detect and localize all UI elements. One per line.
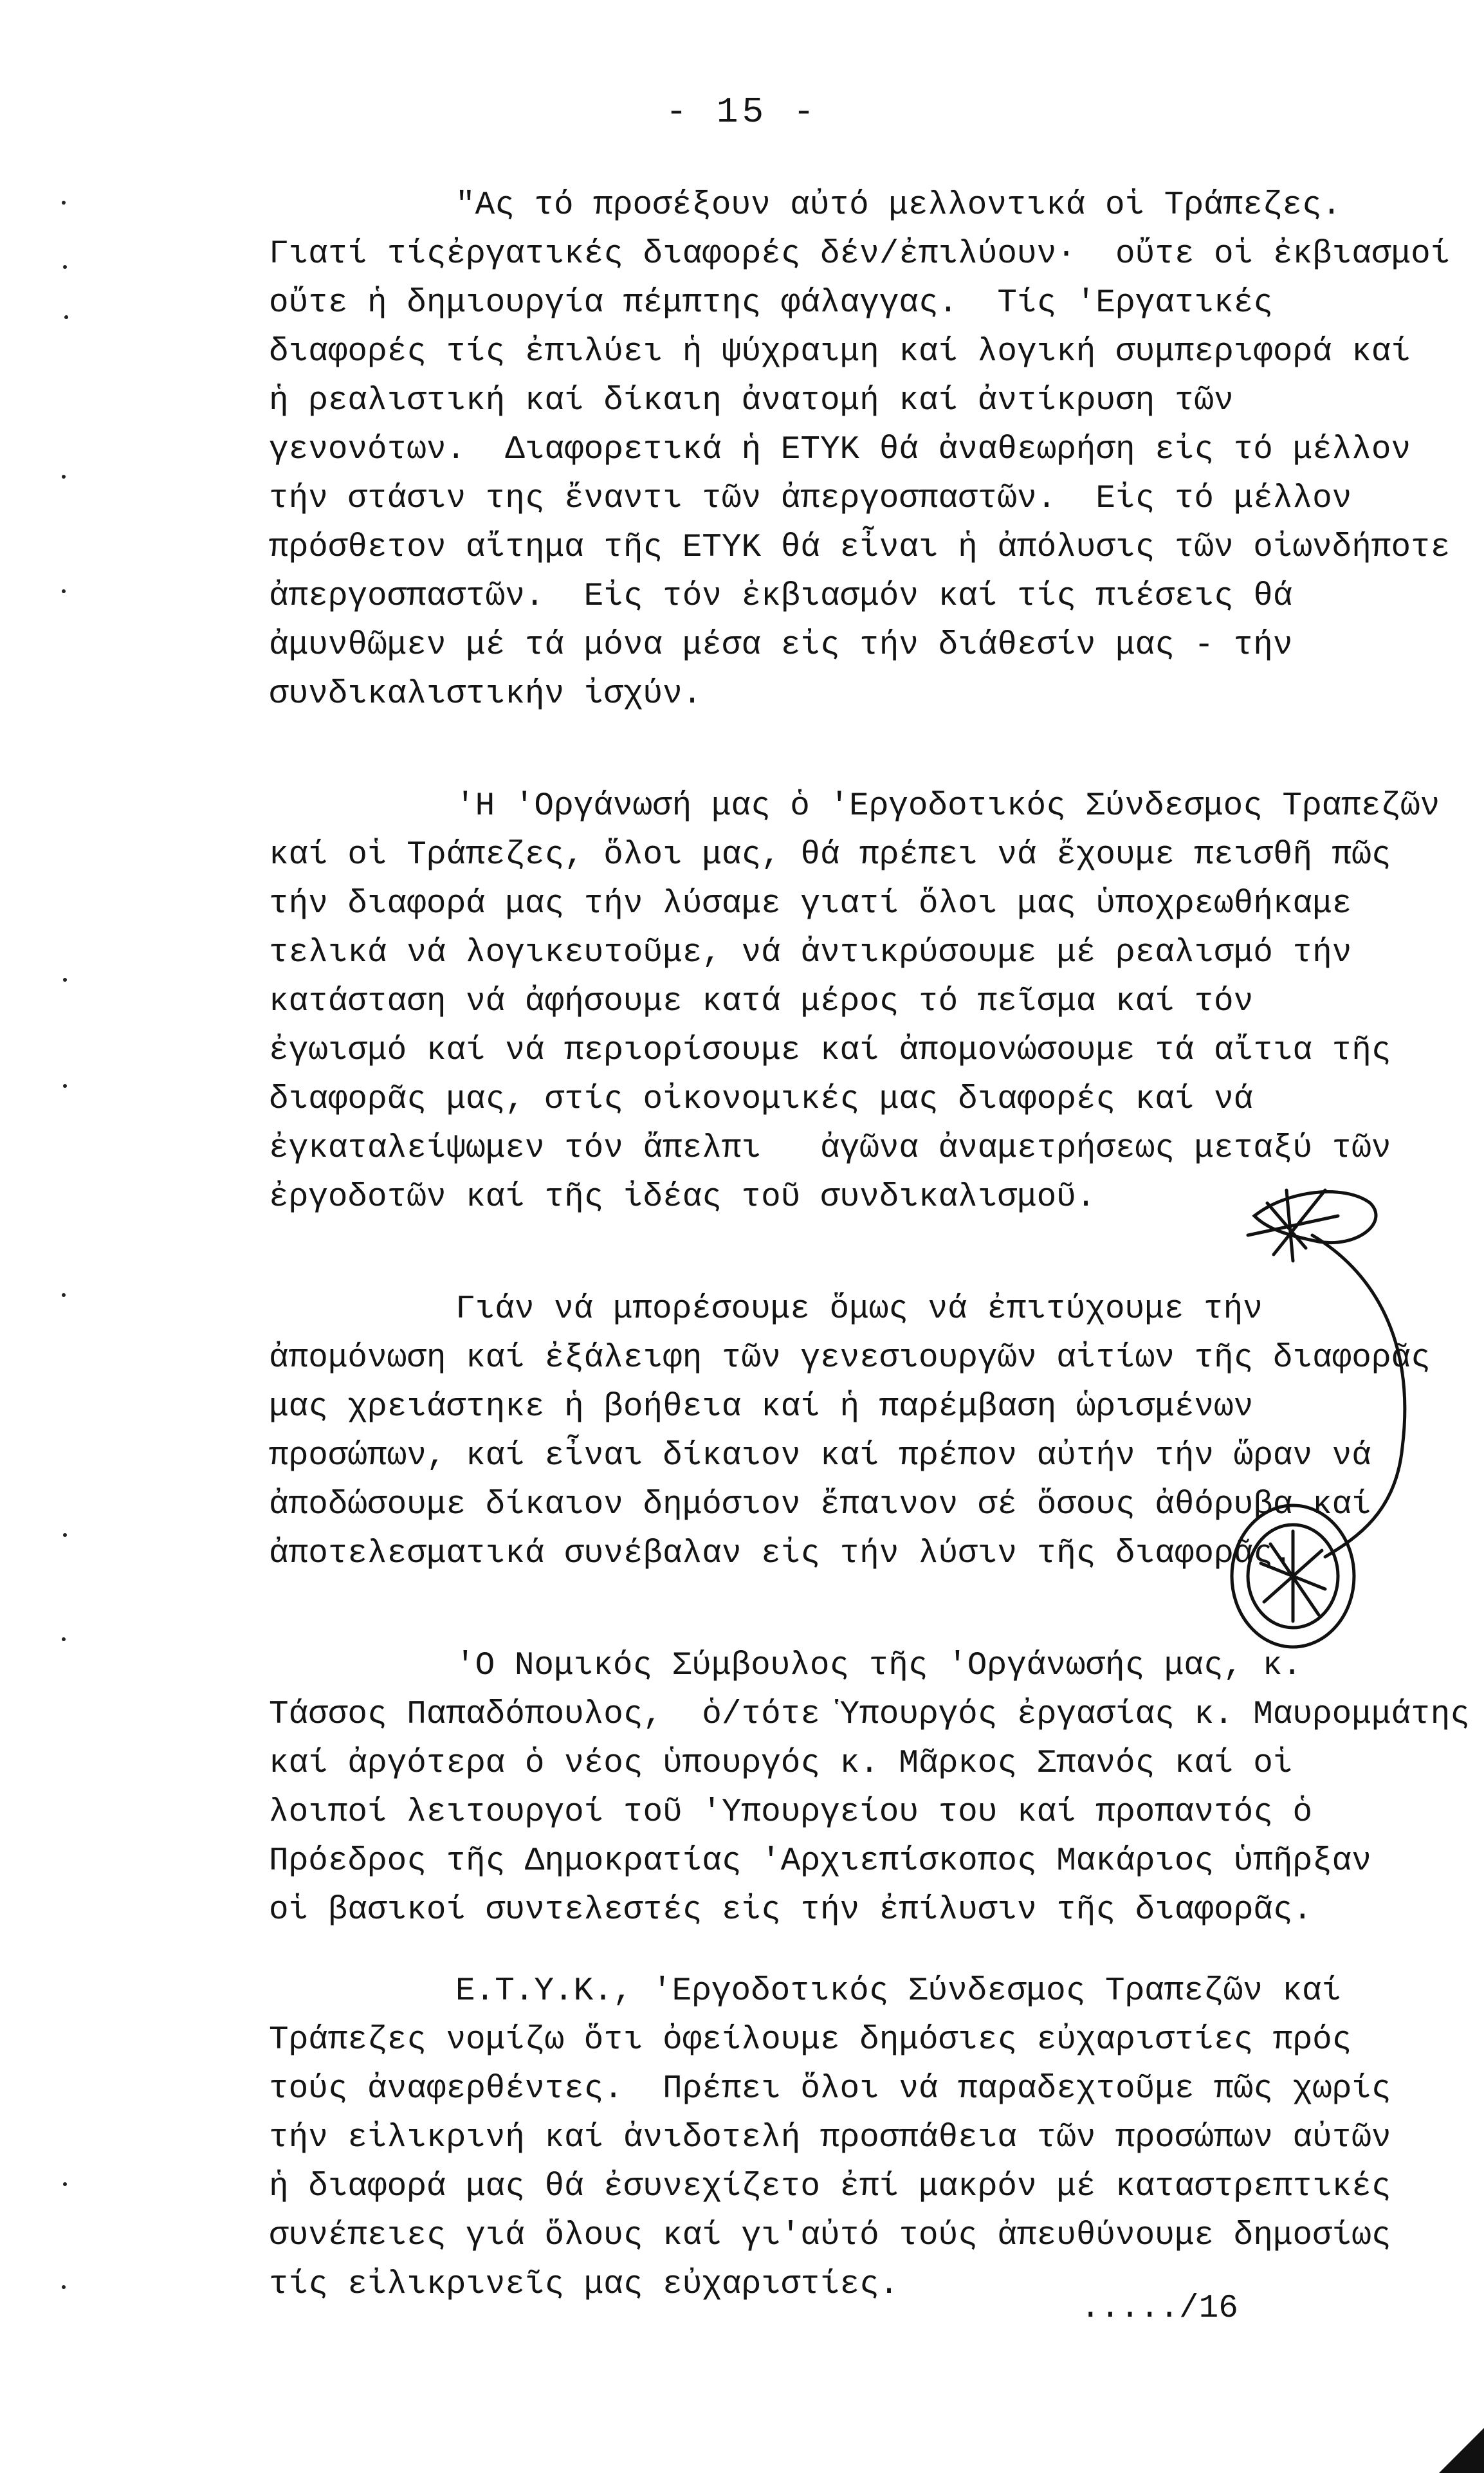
text-line: κατάσταση νά ἀφήσουμε κατά μέρος τό πεῖσμα καί τόν [269,984,1254,1020]
text-line: ἐγωισμό καί νά περιορίσουμε καί ἀπομονώσουμε τά αἴτια τῆς [269,1033,1391,1069]
margin-speck [62,1293,66,1297]
paragraph-1 [269,181,1465,719]
paragraph-2 [269,782,1465,1222]
text-line: τήν διαφορά μας τήν λύσαμε γιατί ὅλοι μας ὑποχρεωθήκαμε [269,886,1352,923]
page-number: - 15 - [665,91,819,133]
margin-speck [62,589,66,593]
text-line: προσώπων, καί εἶναι δίκαιον καί πρέπον αὐτήν τήν ὥραν νά [269,1438,1371,1475]
text-line: ἀμυνθῶμεν μέ τά μόνα μέσα εἰς τήν διάθεσίν μας - τήν [269,627,1293,664]
text-line: ἡ διαφορά μας θά ἐσυνεχίζετο ἐπί μακρόν μέ καταστρεπτικές [269,2169,1391,2205]
text-line: συνέπειες γιά ὅλους καί γι'αὐτό τούς ἀπευθύνουμε δημοσίως [269,2218,1391,2254]
text-line: τίς εἰλικρινεῖς μας εὐχαριστίες. [269,2266,899,2303]
text-line: καί ἀργότερα ὁ νέος ὑπουργός κ. Μᾶρκος Σπανός καί οἱ [269,1745,1293,1782]
margin-speck [63,1084,67,1088]
text-line: οἱ βασικοί συντελεστές εἰς τήν ἐπίλυσιν τῆς διαφορᾶς. [269,1892,1313,1929]
ink-stamp-icon [1209,1177,1479,1666]
margin-speck [62,475,66,479]
text-line: τήν στάσιν της ἔναντι τῶν ἀπεργοσπαστῶν. Εἰς τό μέλλον [269,481,1352,517]
text-line: μας χρειάστηκε ἡ βοήθεια καί ἡ παρέμβαση ὡρισμένων [269,1389,1254,1426]
text-line: πρόσθετον αἴτημα τῆς ΕΤΥΚ θά εἶναι ἡ ἀπόλυσις τῶν οἰωνδήποτε [269,529,1451,566]
margin-speck [62,1637,66,1641]
text-line: τελικά νά λογικευτοῦμε, νά ἀντικρύσουμε μέ ρεαλισμό τήν [269,935,1352,971]
text-line: ἀποδώσουμε δίκαιον δημόσιον ἔπαινον σέ ὅσους ἀθόρυβα καί [269,1487,1371,1523]
text-line: τούς ἀναφερθέντες. Πρέπει ὅλοι νά παραδεχτοῦμε πῶς χωρίς [269,2071,1391,2108]
text-line: τήν εἰλικρινή καί ἀνιδοτελή προσπάθεια τῶν προσώπων αὐτῶν [269,2120,1391,2156]
text-line: Γιάν νά μπορέσουμε ὅμως νά ἐπιτύχουμε τήν [455,1291,1263,1328]
paragraph-spacer [269,1935,1465,1967]
text-line: ἡ ρεαλιστική καί δίκαιη ἀνατομή καί ἀντίκρυση τῶν [269,383,1234,419]
text-line: Ε.Τ.Υ.Κ., 'Εργοδοτικός Σύνδεσμος Τραπεζῶν καί [455,1973,1342,2010]
text-line: οὔτε ἡ δημιουργία πέμπτης φάλαγγας. Τίς 'Εργατικές [269,285,1273,322]
text-line: Τράπεζες νομίζω ὅτι ὀφείλουμε δημόσιες εὐχαριστίες πρός [269,2022,1352,2059]
margin-speck [63,2182,67,2186]
page-corner-mark [1439,2428,1484,2473]
text-line: λοιποί λειτουργοί τοῦ 'Υπουργείου του καί προπαντός ὁ [269,1794,1313,1831]
margin-speck [64,315,68,319]
text-line: γενονότων. Διαφορετικά ἡ ΕΤΥΚ θά ἀναθεωρήση εἰς τό μέλλον [269,432,1411,468]
text-line: 'Η 'Οργάνωσή μας ὁ 'Εργοδοτικός Σύνδεσμος Τραπεζῶν [455,788,1440,825]
text-line: "Ας τό προσέξουν αὐτό μελλοντικά οἱ Τράπεζες. [455,187,1342,224]
margin-speck [63,978,67,982]
text-line: Γιατί τίςἐργατικές διαφορές δέν/ἐπιλύουν· οὔτε οἱ ἐκβιασμοί [269,236,1451,273]
text-line: 'Ο Νομικός Σύμβουλος τῆς 'Οργάνωσής μας, κ. [455,1648,1303,1684]
text-line: ἀπεργοσπαστῶν. Εἰς τόν ἐκβιασμόν καί τίς πιέσεις θά [269,578,1293,615]
text-line: καί οἱ Τράπεζες, ὅλοι μας, θά πρέπει νά ἔχουμε πεισθῆ πῶς [269,837,1391,874]
margin-speck [63,265,67,269]
text-line: διαφορᾶς μας, στίς οἰκονομικές μας διαφορές καί νά [269,1081,1254,1118]
text-line: διαφορές τίς ἐπιλύει ἡ ψύχραιμη καί λογική συμπεριφορά καί [269,334,1411,371]
text-line: Πρόεδρος τῆς Δημοκρατίας 'Αρχιεπίσκοπος Μακάριος ὑπῆρξαν [269,1843,1371,1880]
continuation-marker: ...../16 [1081,2290,1238,2327]
text-line: ἐγκαταλείψωμεν τόν ἄπελπι ἀγῶνα ἀναμετρήσεως μεταξύ τῶν [269,1130,1391,1167]
paragraph-4 [269,1642,1470,1935]
margin-speck [63,1533,67,1537]
paragraph-spacer [269,719,1465,782]
text-line: ἀπομόνωση καί ἐξάλειφη τῶν γενεσιουργῶν αἰτίων τῆς διαφορᾶς [269,1340,1431,1377]
text-line: συνδικαλιστικήν ἰσχύν. [269,676,702,713]
margin-speck [62,201,66,205]
text-line: ἐργοδοτῶν καί τῆς ἰδέας τοῦ συνδικαλισμοῦ. [269,1179,1096,1216]
paragraph-5 [269,1967,1465,2310]
text-line: Τάσσος Παπαδόπουλος, ὁ/τότε Ὑπουργός ἐργασίας κ. Μαυρομμάτης [269,1696,1470,1733]
text-line: ἀποτελεσματικά συνέβαλαν εἰς τήν λύσιν τῆς διαφορᾶς. [269,1536,1293,1572]
margin-speck [62,2285,66,2289]
